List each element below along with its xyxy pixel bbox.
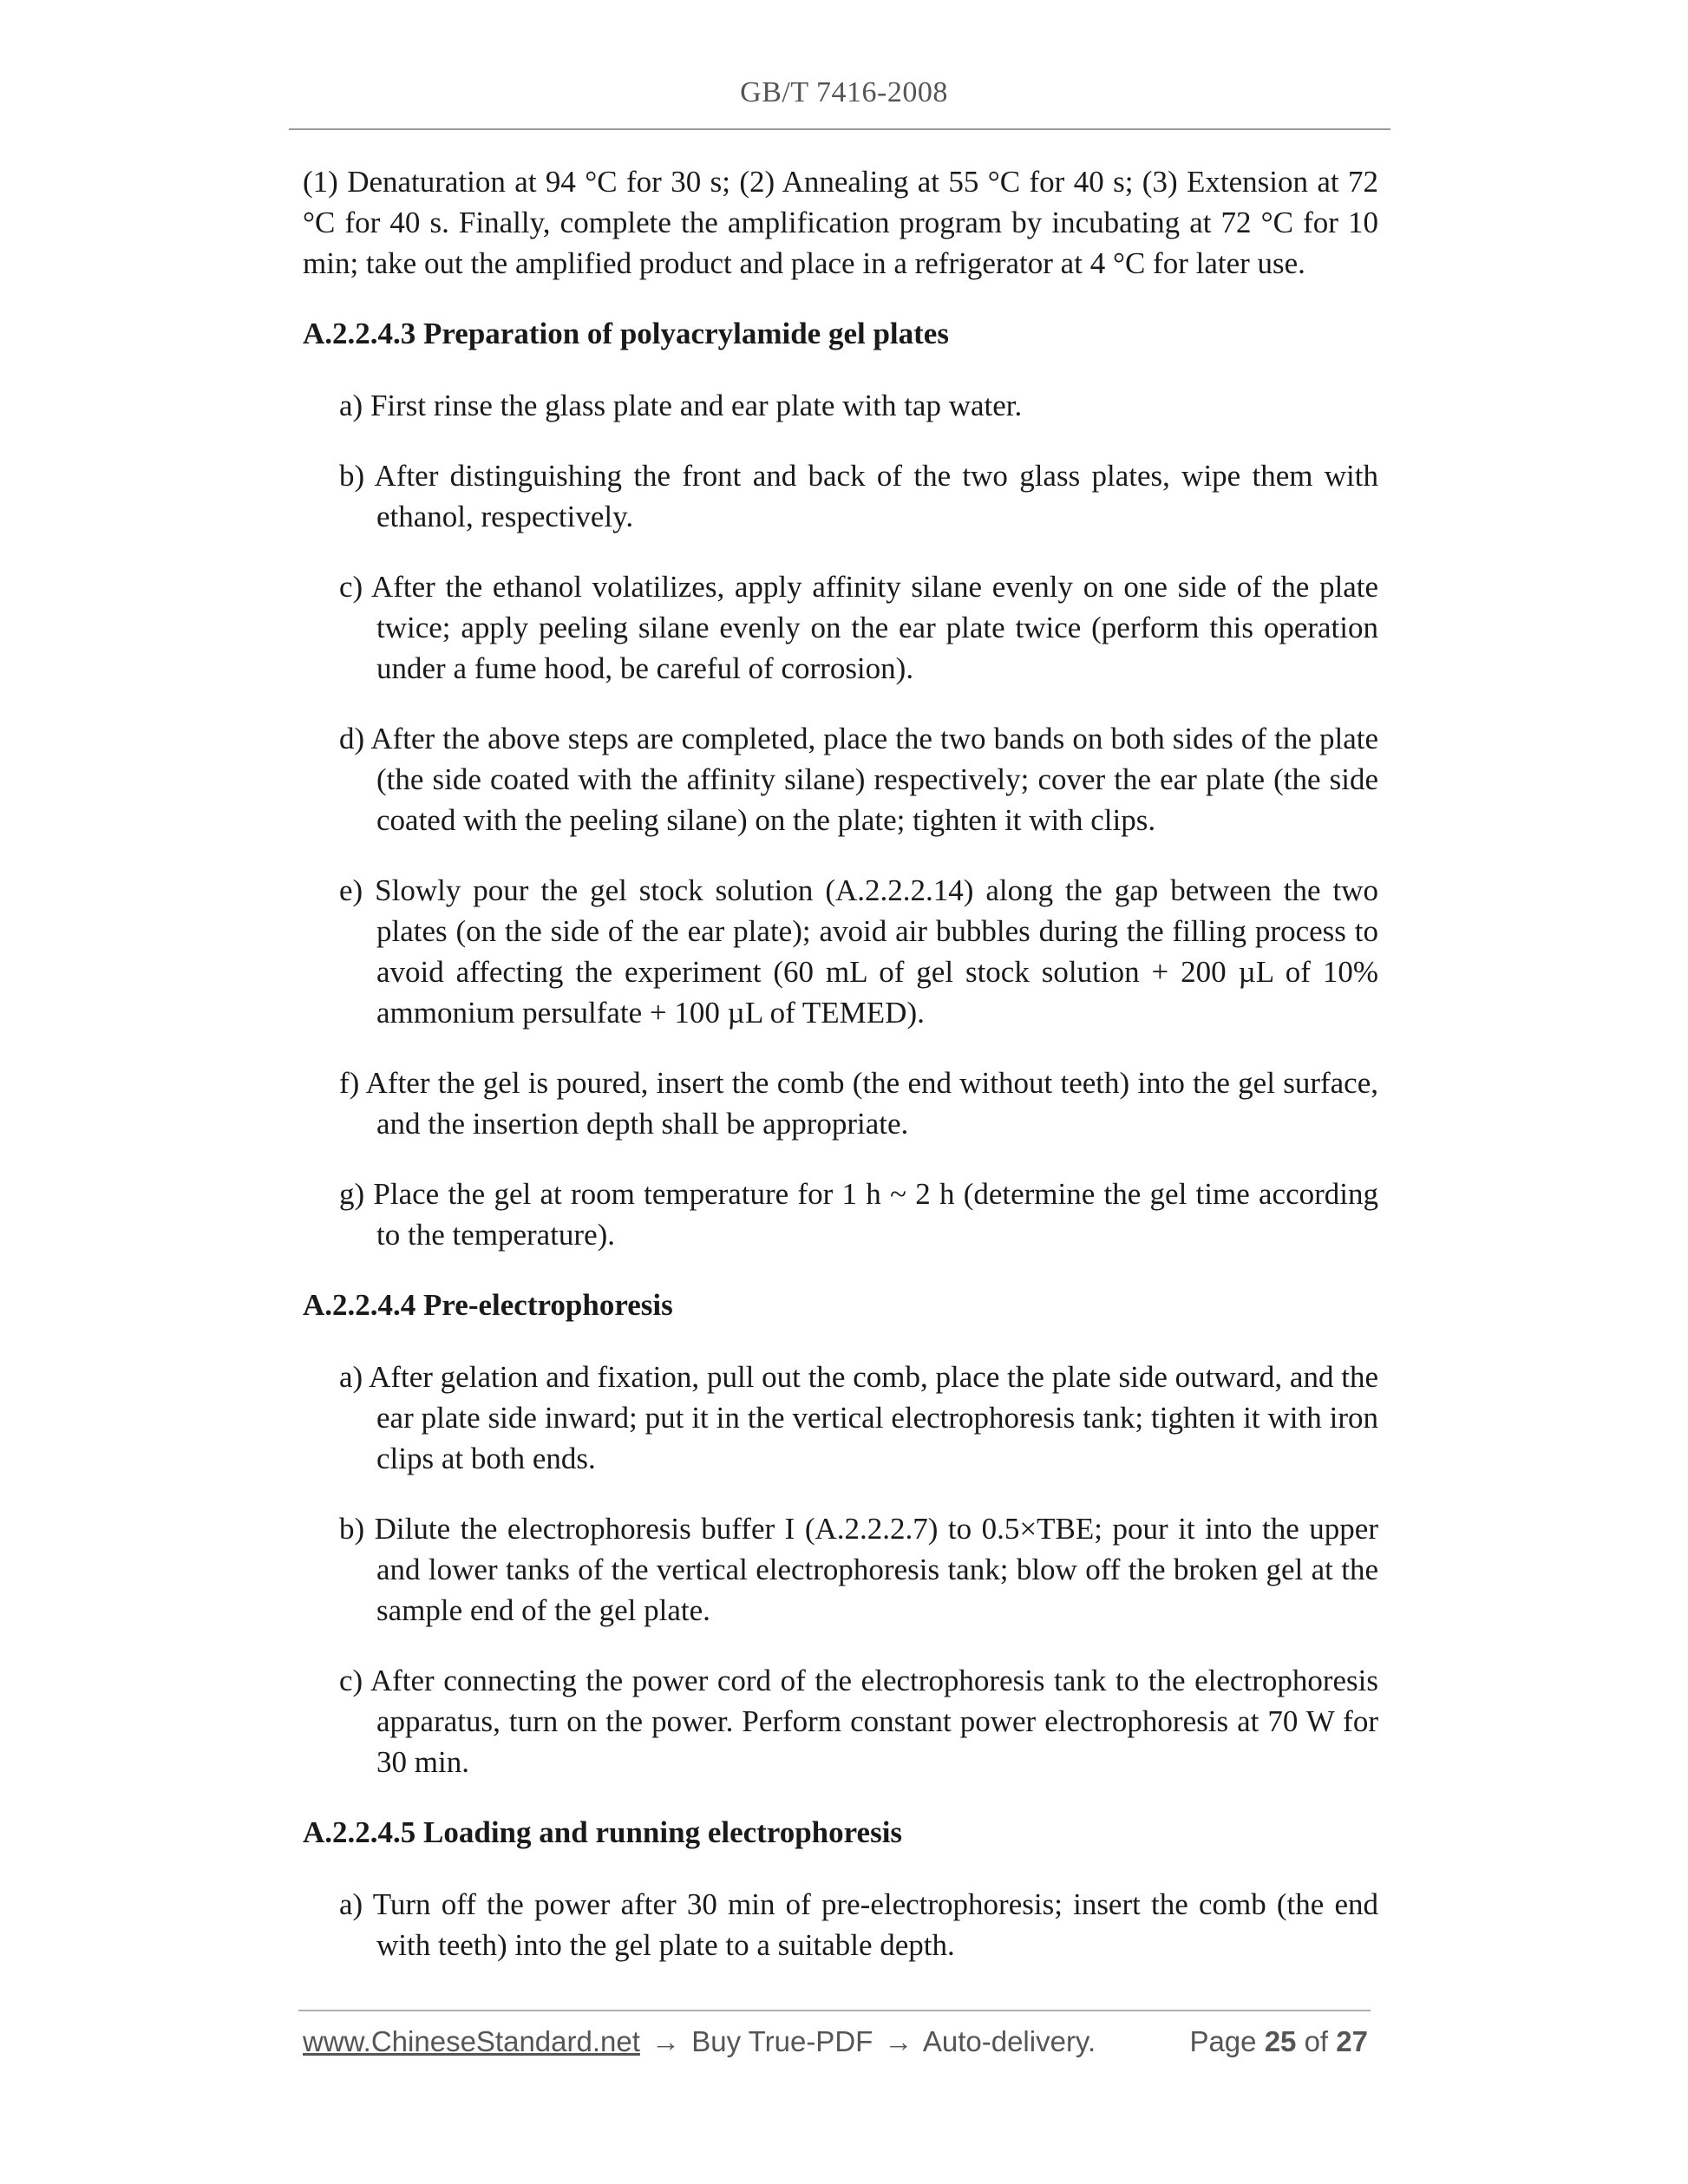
- list-item: a) After gelation and fixation, pull out the comb, place the plate side outward, and the ear plate side inward; put it in the vertical electrophoresis tank; tighten it with iron clips at both ends.: [339, 1360, 1378, 1475]
- list-item: c) After the ethanol volatilizes, apply affinity silane evenly on one side of the plate twice; apply peeling silane evenly on the ear plate twice (perform this operation under a fume hood, be careful of corrosion).: [339, 570, 1378, 685]
- list-item: e) Slowly pour the gel stock solution (A.2.2.2.14) along the gap between the two plates (on the side of the ear plate); avoid air bubbles during the filling process to avoid affecting the experiment (60 mL of gel stock solution + 200 µL of 10% ammonium persulfate + 100 µL of TEMED).: [339, 873, 1378, 1030]
- list-item: f) After the gel is poured, insert the comb (the end without teeth) into the gel surface, and the insertion depth shall be appropriate.: [339, 1066, 1378, 1141]
- page-of-label: of: [1304, 2025, 1329, 2057]
- loading-steps-list: [303, 1884, 1378, 1965]
- list-item: c) After connecting the power cord of the electrophoresis tank to the electrophoresis apparatus, turn on the power. Perform constant power electrophoresis at 70 W for 30 min.: [339, 1664, 1378, 1779]
- intro-paragraph: (1) Denaturation at 94 °C for 30 s; (2) Annealing at 55 °C for 40 s; (3) Extension at 72 °C for 40 s. Finally, complete the amplification program by incubating at 72 °C for 10 min; take out the amplified product and place in a refrigerator at 4 °C for later use.: [303, 165, 1378, 280]
- buy-pdf-text: Buy True-PDF: [691, 2025, 873, 2057]
- gel-plate-steps-list: [303, 385, 1378, 1255]
- pre-electrophoresis-steps-list: [303, 1357, 1378, 1782]
- document-body: [303, 161, 1378, 1995]
- section-heading-pre-electrophoresis: A.2.2.4.4 Pre-electrophoresis: [303, 1288, 673, 1322]
- list-item: a) Turn off the power after 30 min of pre-electrophoresis; insert the comb (the end with teeth) into the gel plate to a suitable depth.: [339, 1887, 1378, 1962]
- list-item: b) After distinguishing the front and back of the two glass plates, wipe them with ethanol, respectively.: [339, 459, 1378, 533]
- list-item: g) Place the gel at room temperature for 1 h ~ 2 h (determine the gel time according to the temperature).: [339, 1177, 1378, 1252]
- page-footer: [303, 2025, 1368, 2067]
- section-heading-gel-plates: A.2.2.4.3 Preparation of polyacrylamide gel plates: [303, 317, 949, 350]
- footer-promo: [303, 2025, 1096, 2058]
- page-number: [1189, 2025, 1368, 2058]
- page-label: Page: [1189, 2025, 1257, 2057]
- header-divider: [289, 128, 1390, 130]
- page-total: 27: [1336, 2025, 1368, 2057]
- section-heading-loading: A.2.2.4.5 Loading and running electrophoresis: [303, 1815, 903, 1849]
- list-item: b) Dilute the electrophoresis buffer I (A.2.2.2.7) to 0.5×TBE; pour it into the upper and lower tanks of the vertical electrophoresis tank; blow off the broken gel at the sample end of the gel plate.: [339, 1512, 1378, 1627]
- arrow-right-icon: →: [884, 2025, 913, 2057]
- list-item: d) After the above steps are completed, place the two bands on both sides of the plate (the side coated with the affinity silane) respectively; cover the ear plate (the side coated with the peeling silane) on the plate; tighten it with clips.: [339, 722, 1378, 837]
- list-item: a) First rinse the glass plate and ear plate with tap water.: [339, 389, 1023, 422]
- document-header-title: GB/T 7416-2008: [740, 76, 948, 108]
- auto-delivery-text: Auto-delivery.: [922, 2025, 1096, 2057]
- page-current: 25: [1264, 2025, 1297, 2057]
- footer-divider: [298, 2010, 1371, 2011]
- site-link[interactable]: www.ChineseStandard.net: [303, 2025, 640, 2057]
- arrow-right-icon: →: [651, 2025, 681, 2057]
